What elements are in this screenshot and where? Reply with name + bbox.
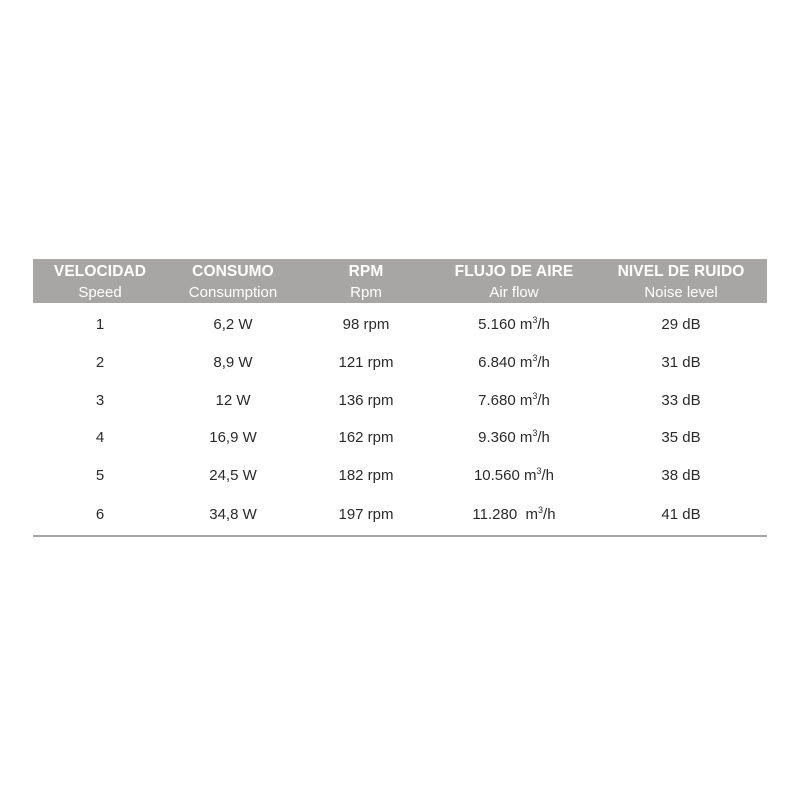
table-header bbox=[33, 259, 767, 303]
cell-speed: 1 bbox=[95, 316, 105, 334]
cell-consumption: 8,9 W bbox=[213, 354, 253, 372]
airflow-unit: /h bbox=[541, 467, 555, 485]
header-noise-es: NIVEL DE RUIDO bbox=[617, 263, 745, 281]
header-airflow-en: Air flow bbox=[489, 283, 539, 301]
airflow-unit: /h bbox=[537, 354, 550, 372]
table-row bbox=[33, 344, 767, 382]
cell-consumption: 34,8 W bbox=[167, 494, 299, 536]
cell-airflow bbox=[433, 419, 595, 457]
table-row bbox=[33, 419, 767, 457]
cell-speed: 2 bbox=[95, 354, 105, 372]
cell-airflow bbox=[433, 457, 595, 495]
airflow-unit: /h bbox=[537, 316, 550, 334]
header-consumption-es: CONSUMO bbox=[192, 263, 274, 281]
cell-consumption: 24,5 W bbox=[209, 467, 257, 485]
cell-rpm: 162 rpm bbox=[338, 429, 394, 447]
header-noise-en: Noise level bbox=[644, 283, 718, 301]
airflow-exponent: 3 bbox=[532, 353, 538, 364]
airflow-exponent: 3 bbox=[532, 390, 538, 401]
airflow-value: 10.560 m bbox=[473, 467, 537, 485]
cell-noise: 38 dB bbox=[661, 467, 701, 485]
table-row bbox=[33, 381, 767, 419]
cell-noise: 33 dB bbox=[661, 391, 701, 409]
header-consumption-en: Consumption bbox=[188, 283, 278, 301]
airflow-value: 11.280 m bbox=[472, 506, 539, 524]
table-row bbox=[33, 494, 767, 536]
header-speed bbox=[33, 259, 167, 303]
airflow-exponent: 3 bbox=[536, 466, 542, 477]
cell-rpm: 136 rpm bbox=[338, 391, 394, 409]
cell-speed: 4 bbox=[95, 429, 105, 447]
header-rpm-en: Rpm bbox=[350, 283, 382, 301]
cell-speed: 5 bbox=[95, 467, 105, 485]
airflow-unit: /h bbox=[543, 506, 556, 524]
table-body bbox=[33, 303, 767, 536]
cell-speed: 3 bbox=[95, 391, 105, 409]
header-speed-es: VELOCIDAD bbox=[53, 263, 147, 281]
cell-airflow bbox=[433, 381, 595, 419]
header-speed-en: Speed bbox=[78, 283, 122, 301]
header-row bbox=[33, 259, 767, 303]
table-row bbox=[33, 303, 767, 344]
airflow-value: 7.680 m bbox=[478, 391, 533, 409]
cell-airflow bbox=[433, 344, 595, 382]
header-airflow-es: FLUJO DE AIRE bbox=[454, 263, 574, 281]
cell-rpm: 121 rpm bbox=[338, 354, 394, 372]
airflow-value: 9.360 m bbox=[478, 429, 533, 447]
airflow-exponent: 3 bbox=[532, 315, 538, 326]
cell-noise: 35 dB bbox=[661, 429, 701, 447]
header-rpm-es: RPM bbox=[348, 263, 384, 281]
cell-airflow bbox=[433, 494, 595, 536]
cell-consumption: 16,9 W bbox=[209, 429, 257, 447]
cell-consumption: 6,2 W bbox=[213, 316, 253, 334]
cell-noise: 41 dB bbox=[595, 494, 767, 536]
airflow-value: 5.160 m bbox=[478, 316, 533, 334]
table-row bbox=[33, 457, 767, 495]
cell-noise: 31 dB bbox=[661, 354, 701, 372]
cell-consumption: 12 W bbox=[215, 391, 251, 409]
header-airflow bbox=[433, 259, 595, 303]
cell-rpm: 182 rpm bbox=[338, 467, 394, 485]
airflow-exponent: 3 bbox=[532, 428, 538, 439]
cell-noise: 29 dB bbox=[661, 316, 701, 334]
airflow-unit: /h bbox=[537, 429, 550, 447]
header-consumption bbox=[167, 259, 299, 303]
cell-airflow bbox=[433, 303, 595, 344]
cell-rpm: 197 rpm bbox=[299, 494, 433, 536]
fan-specifications-table bbox=[33, 259, 767, 537]
cell-rpm: 98 rpm bbox=[342, 316, 390, 334]
airflow-exponent: 3 bbox=[538, 505, 544, 516]
header-rpm bbox=[299, 259, 433, 303]
airflow-unit: /h bbox=[537, 391, 550, 409]
cell-speed: 6 bbox=[33, 494, 167, 536]
header-noise bbox=[595, 259, 767, 303]
airflow-value: 6.840 m bbox=[478, 354, 533, 372]
